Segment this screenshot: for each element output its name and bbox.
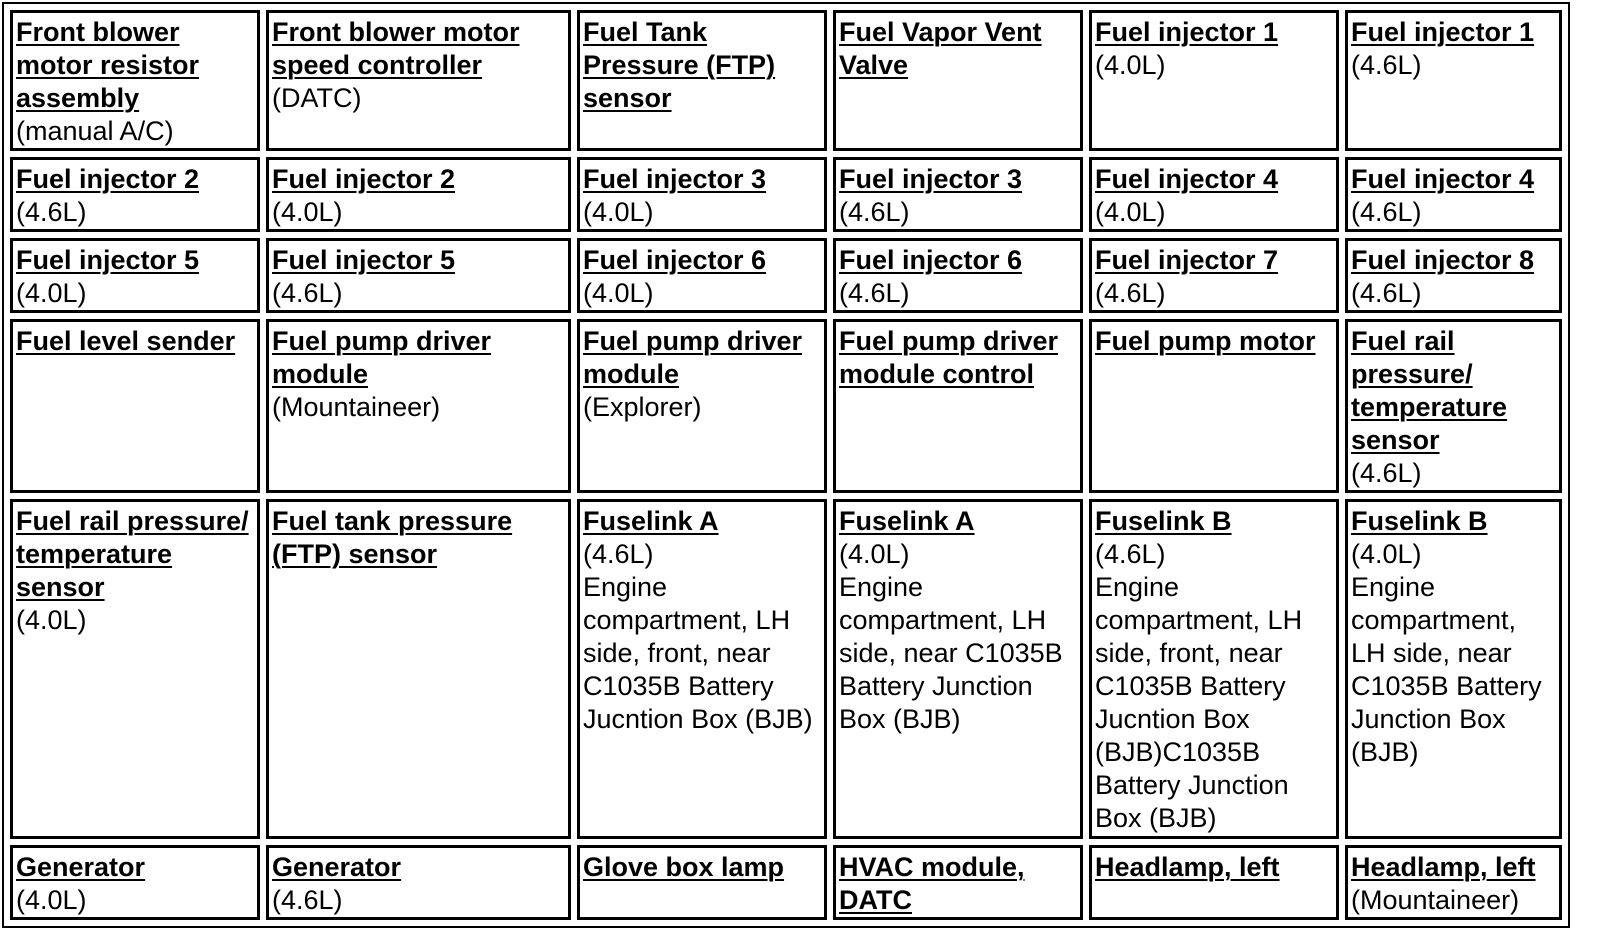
- table-cell: [266, 157, 571, 232]
- table-cell: [833, 845, 1083, 920]
- table-cell: [10, 10, 260, 151]
- component-detail: (4.0L): [272, 197, 343, 227]
- component-detail: (4.6L) Engine compartment, LH side, front, near C1035B Battery Jucntion Box (BJB)C1035B Battery Junction Box (BJB): [1095, 539, 1303, 833]
- component-detail: (Mountaineer): [272, 392, 441, 422]
- table-cell: [10, 157, 260, 232]
- table-cell: [266, 319, 571, 493]
- component-name: Fuel Vapor Vent Valve: [839, 17, 1042, 80]
- table-cell: [577, 499, 827, 839]
- table-cell: [10, 238, 260, 313]
- component-name: Glove box lamp: [583, 852, 785, 882]
- component-name: Front blower motor speed controller: [272, 17, 520, 80]
- component-detail: (4.0L): [1095, 50, 1166, 80]
- component-detail: (Mountaineer): [1351, 885, 1520, 915]
- component-detail: (4.6L): [1351, 50, 1422, 80]
- table-row: [10, 238, 1562, 313]
- component-detail: (4.6L): [839, 197, 910, 227]
- component-detail: (DATC): [272, 83, 362, 113]
- component-name: Fuselink B: [1095, 506, 1232, 536]
- table-cell: [577, 10, 827, 151]
- component-name: Fuel injector 5: [16, 245, 200, 275]
- table-cell: [1089, 238, 1339, 313]
- component-name: Fuel injector 2: [16, 164, 200, 194]
- table-cell: [1345, 10, 1562, 151]
- component-detail: (manual A/C): [16, 116, 174, 146]
- component-name: Fuel Tank Pressure (FTP) sensor: [583, 17, 776, 113]
- component-name: HVAC module, DATC: [839, 852, 1025, 915]
- component-name: Fuel injector 6: [839, 245, 1023, 275]
- component-detail: (4.0L) Engine compartment, LH side, near C1035B Battery Junction Box (BJB): [839, 539, 1063, 734]
- component-detail: (4.6L): [16, 197, 87, 227]
- component-name: Fuel tank pressure (FTP) sensor: [272, 506, 513, 569]
- table-cell: [577, 319, 827, 493]
- component-name: Fuselink A: [583, 506, 719, 536]
- table-cell: [10, 499, 260, 839]
- component-name: Fuel injector 8: [1351, 245, 1535, 275]
- component-name: Generator: [272, 852, 402, 882]
- table-cell: [266, 499, 571, 839]
- table-cell: [1345, 157, 1562, 232]
- table-cell: [1345, 845, 1562, 920]
- table-row: [10, 157, 1562, 232]
- table-cell: [1089, 157, 1339, 232]
- table-cell: [266, 845, 571, 920]
- component-name: Fuel injector 4: [1351, 164, 1535, 194]
- component-name: Fuel level sender: [16, 326, 236, 356]
- component-name: Fuel injector 2: [272, 164, 456, 194]
- component-name: Fuel injector 1: [1351, 17, 1535, 47]
- table-row: [10, 319, 1562, 493]
- component-name: Fuel injector 3: [839, 164, 1023, 194]
- component-name: Fuel pump motor: [1095, 326, 1316, 356]
- table-cell: [1089, 845, 1339, 920]
- component-name: Fuel rail pressure/ temperature sensor: [16, 506, 249, 602]
- table-cell: [10, 319, 260, 493]
- component-detail: (Explorer): [583, 392, 702, 422]
- component-name: Fuel rail pressure/ temperature sensor: [1351, 326, 1508, 455]
- component-detail: (4.0L): [1095, 197, 1166, 227]
- component-detail: (4.6L): [839, 278, 910, 308]
- component-name: Fuel injector 3: [583, 164, 767, 194]
- component-detail: (4.0L): [16, 278, 87, 308]
- component-name: Fuel injector 4: [1095, 164, 1279, 194]
- component-detail: (4.6L): [1351, 278, 1422, 308]
- component-name: Fuel pump driver module control: [839, 326, 1059, 389]
- table-cell: [1345, 238, 1562, 313]
- table-cell: [1089, 319, 1339, 493]
- component-name: Headlamp, left: [1095, 852, 1280, 882]
- table-cell: [577, 157, 827, 232]
- component-name: Fuselink B: [1351, 506, 1488, 536]
- component-name: Fuel injector 1: [1095, 17, 1279, 47]
- table-cell: [833, 238, 1083, 313]
- table-cell: [266, 238, 571, 313]
- component-name: Fuel injector 6: [583, 245, 767, 275]
- component-detail: (4.0L): [16, 605, 87, 635]
- component-detail: (4.6L): [1351, 197, 1422, 227]
- component-name: Fuel pump driver module: [272, 326, 492, 389]
- component-detail: (4.6L) Engine compartment, LH side, front, near C1035B Battery Jucntion Box (BJB): [583, 539, 813, 734]
- component-detail: (4.6L): [1351, 458, 1422, 488]
- table-cell: [833, 157, 1083, 232]
- component-name: Fuel pump driver module: [583, 326, 803, 389]
- component-name: Fuel injector 5: [272, 245, 456, 275]
- table-row: [10, 499, 1562, 839]
- table-cell: [1089, 499, 1339, 839]
- table-row: [10, 845, 1562, 920]
- table-cell: [1345, 499, 1562, 839]
- table-cell: [833, 319, 1083, 493]
- component-detail: (4.6L): [1095, 278, 1166, 308]
- component-detail: (4.0L): [583, 197, 654, 227]
- component-name: Headlamp, left: [1351, 852, 1536, 882]
- component-location-table: [2, 2, 1570, 928]
- table-cell: [833, 499, 1083, 839]
- table-cell: [10, 845, 260, 920]
- component-detail: (4.0L): [583, 278, 654, 308]
- table-cell: [833, 10, 1083, 151]
- component-name: Fuel injector 7: [1095, 245, 1279, 275]
- component-name: Generator: [16, 852, 146, 882]
- component-name: Fuselink A: [839, 506, 975, 536]
- table-row: [10, 10, 1562, 151]
- table-cell: [1089, 10, 1339, 151]
- component-detail: (4.0L): [16, 885, 87, 915]
- component-detail: (4.6L): [272, 885, 343, 915]
- table-cell: [577, 845, 827, 920]
- component-detail: (4.6L): [272, 278, 343, 308]
- table-cell: [577, 238, 827, 313]
- component-name: Front blower motor resistor assembly: [16, 17, 200, 113]
- component-detail: (4.0L) Engine compartment, LH side, near C1035B Battery Junction Box (BJB): [1351, 539, 1542, 767]
- table-cell: [266, 10, 571, 151]
- table-cell: [1345, 319, 1562, 493]
